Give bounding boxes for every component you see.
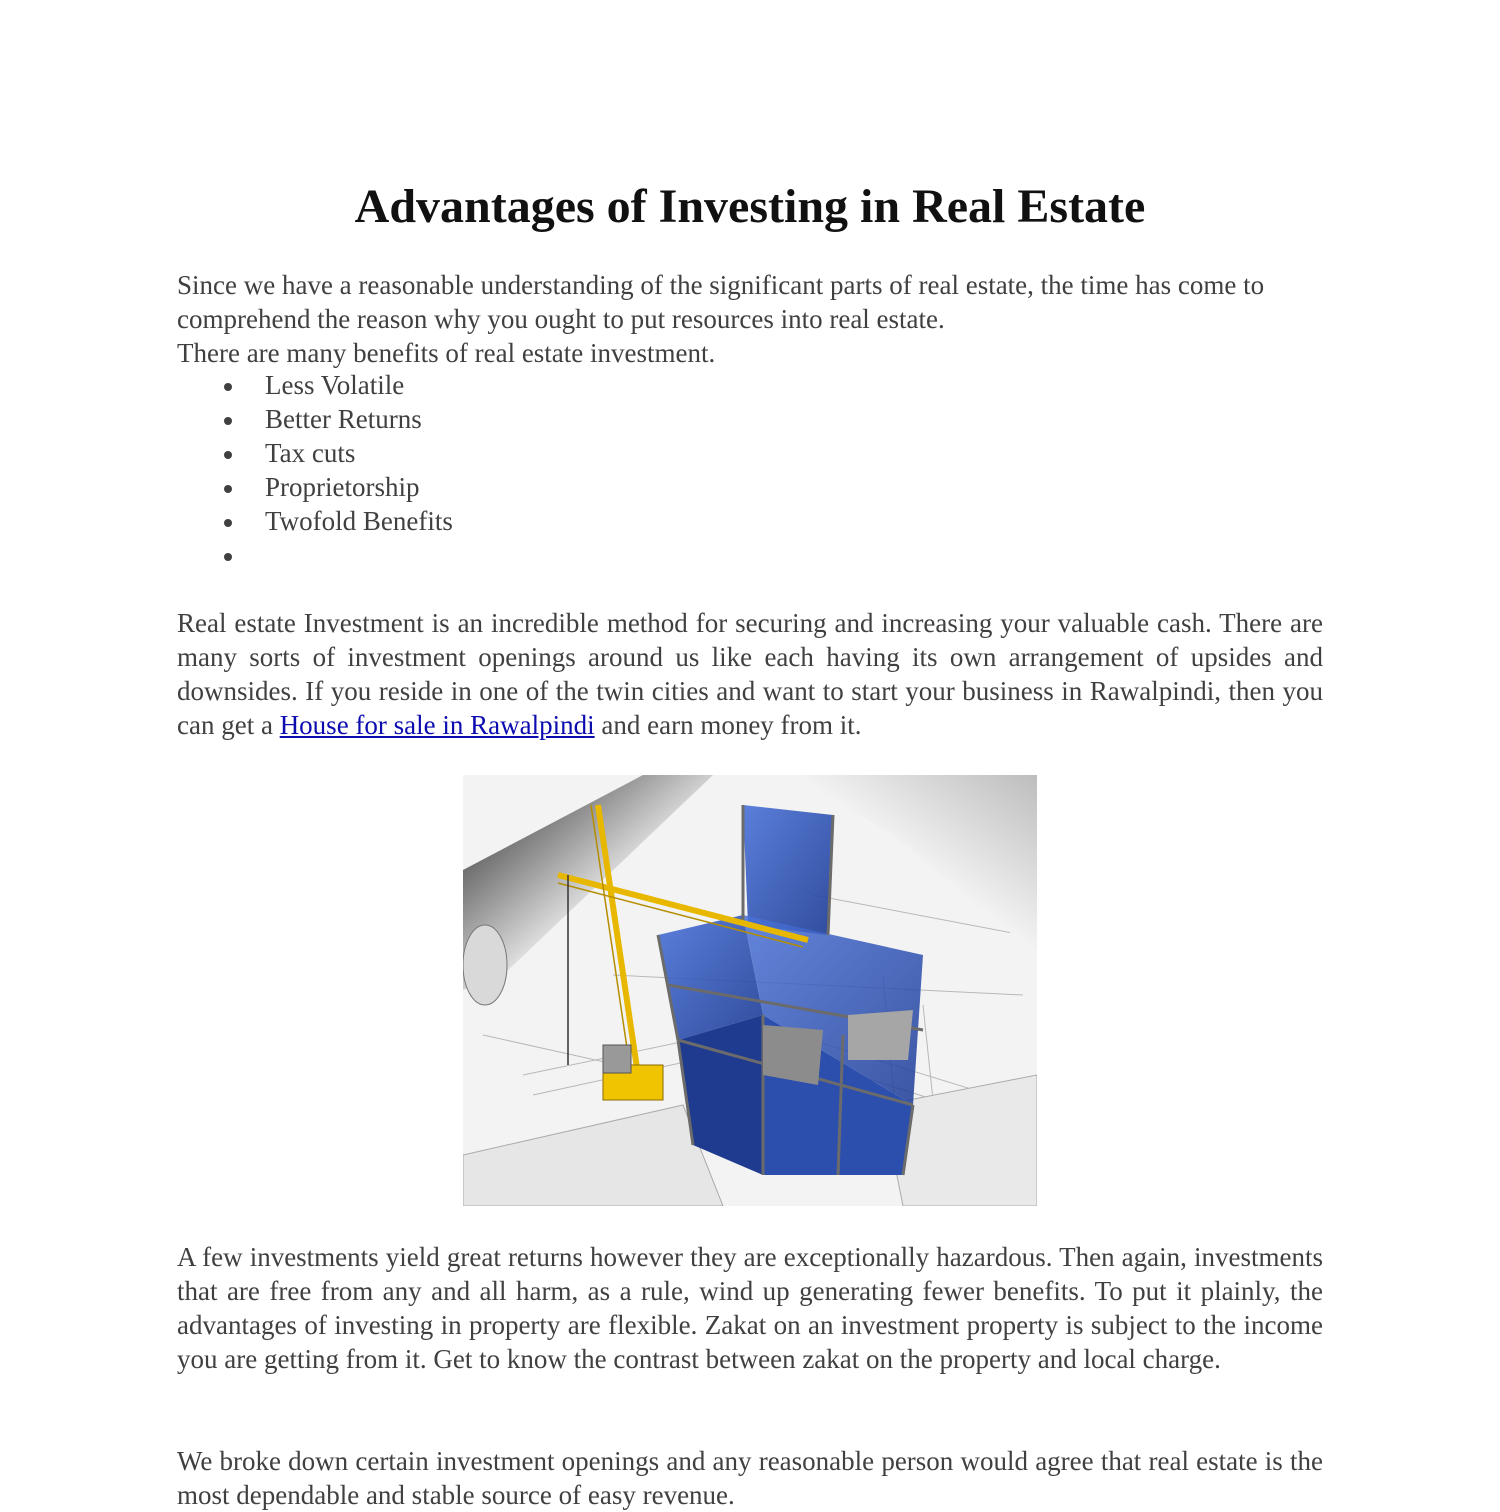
list-item-empty [177, 538, 453, 572]
bullet-icon [224, 451, 232, 459]
bullet-icon [224, 519, 232, 527]
risk-paragraph: A few investments yield great returns however they are exceptionally hazardous. Then again, investments that are free from any and all harm, as a rule, wind up generating fewer benefits. To put it plainly, the advantages of investing in property are flexible. Zakat on an investment property is subject to the income you are getting from it. Get to know the contrast between zakat on the property and local charge. [177, 1242, 1323, 1374]
benefits-lead-text: There are many benefits of real estate investment. [177, 338, 716, 368]
list-item: Tax cuts [177, 436, 453, 470]
construction-image [463, 775, 1037, 1206]
bullet-icon [224, 485, 232, 493]
bullet-icon [224, 553, 232, 561]
construction-illustration-icon [463, 775, 1037, 1206]
benefits-list [177, 368, 453, 572]
conclusion-paragraph: We broke down certain investment openings and any reasonable person would agree that real estate is the most dependable and stable source of easy revenue. [177, 1446, 1323, 1510]
bullet-icon [224, 383, 232, 391]
list-item: Better Returns [177, 402, 453, 436]
list-item: Less Volatile [177, 368, 453, 402]
list-item: Proprietorship [177, 470, 453, 504]
page-title: Advantages of Investing in Real Estate [354, 180, 1146, 233]
investment-paragraph: Real estate Investment is an incredible method for securing and increasing your valuable cash. There are many sorts of investment openings around us like each having its own arrangement of upsides and downsides. If you reside in one of the twin cities and want to start your business in Rawalpindi, then you can get a House for sale in Rawalpindi and earn money from it. [177, 608, 1323, 740]
intro-paragraph [177, 268, 1323, 370]
bullet-icon [224, 417, 232, 425]
intro-text: Since we have a reasonable understanding of the significant parts of real estate, the time has come to comprehend the reason why you ought to put resources into real estate. [177, 270, 1265, 334]
list-item: Twofold Benefits [177, 504, 453, 538]
house-for-sale-link[interactable]: House for sale in Rawalpindi [279, 710, 595, 740]
